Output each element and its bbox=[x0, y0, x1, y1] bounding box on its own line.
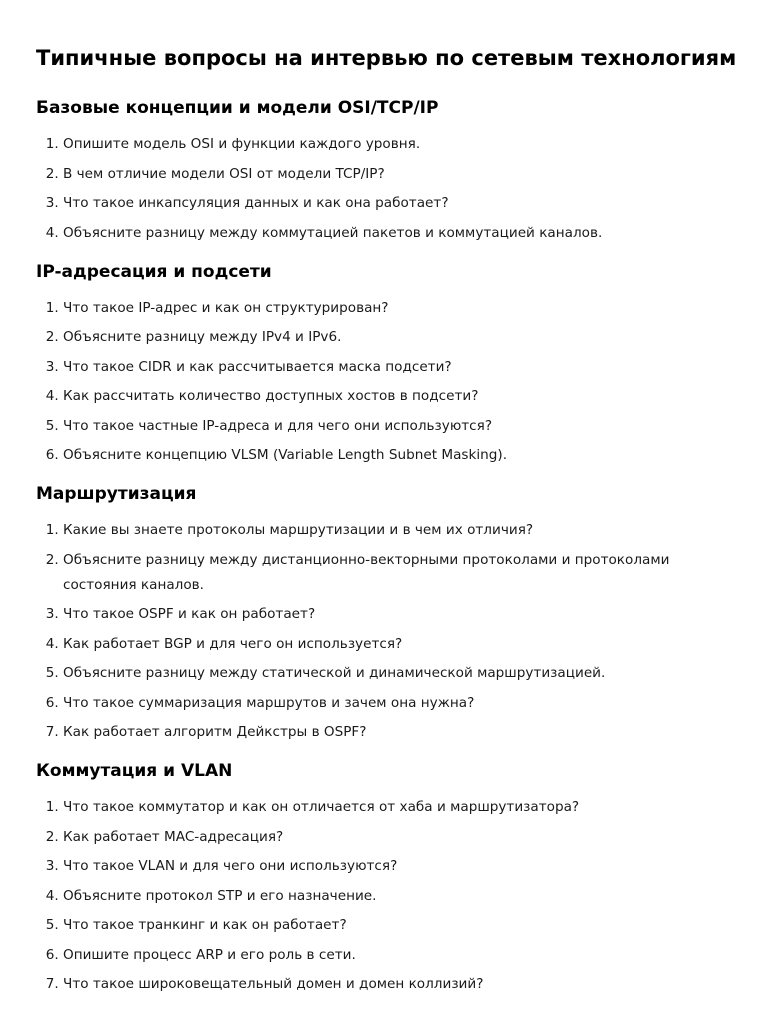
list-item: 4. Объясните протокол STP и его назначение. bbox=[63, 884, 738, 909]
section-heading: Маршрутизация bbox=[36, 484, 197, 504]
list-item: 2. Как работает MAC-адресация? bbox=[63, 825, 738, 850]
question-list bbox=[36, 132, 738, 246]
question-list bbox=[36, 795, 738, 997]
section-heading: Базовые концепции и модели OSI/TCP/IP bbox=[36, 98, 439, 118]
list-item: 1. Опишите модель OSI и функции каждого уровня. bbox=[63, 132, 738, 157]
section-heading: Коммутация и VLAN bbox=[36, 761, 233, 781]
list-item: 3. Что такое инкапсуляция данных и как она работает? bbox=[63, 191, 738, 216]
list-item: 4. Как рассчитать количество доступных хостов в подсети? bbox=[63, 384, 738, 409]
list-item: 4. Объясните разницу между коммутацией пакетов и коммутацией каналов. bbox=[63, 221, 738, 246]
list-item: 4. Как работает BGP и для чего он используется? bbox=[63, 632, 738, 657]
page-title: Типичные вопросы на интервью по сетевым технологиям bbox=[36, 46, 737, 70]
list-item: 2. В чем отличие модели OSI от модели TCP/IP? bbox=[63, 162, 738, 187]
list-item: 1. Какие вы знаете протоколы маршрутизации и в чем их отличия? bbox=[63, 518, 738, 543]
section-osi-tcpip bbox=[36, 96, 738, 246]
list-item: 3. Что такое VLAN и для чего они используются? bbox=[63, 854, 738, 879]
list-item: 6. Что такое суммаризация маршрутов и зачем она нужна? bbox=[63, 691, 738, 716]
list-item: 3. Что такое OSPF и как он работает? bbox=[63, 602, 738, 627]
section-switching-vlan bbox=[36, 759, 738, 997]
list-item: 3. Что такое CIDR и как рассчитывается маска подсети? bbox=[63, 355, 738, 380]
list-item: 1. Что такое IP-адрес и как он структурирован? bbox=[63, 296, 738, 321]
section-routing bbox=[36, 482, 738, 745]
list-item: 6. Объясните концепцию VLSM (Variable Length Subnet Masking). bbox=[63, 443, 738, 468]
question-list bbox=[36, 518, 738, 745]
question-list bbox=[36, 296, 738, 469]
list-item: 5. Объясните разницу между статической и динамической маршрутизацией. bbox=[63, 661, 738, 686]
list-item: 2. Объясните разницу между IPv4 и IPv6. bbox=[63, 325, 738, 350]
list-item: 7. Что такое широковещательный домен и домен коллизий? bbox=[63, 972, 738, 997]
list-item: 1. Что такое коммутатор и как он отличается от хаба и маршрутизатора? bbox=[63, 795, 738, 820]
list-item: 5. Что такое транкинг и как он работает? bbox=[63, 913, 738, 938]
list-item: 6. Опишите процесс ARP и его роль в сети. bbox=[63, 943, 738, 968]
list-item: 7. Как работает алгоритм Дейкстры в OSPF? bbox=[63, 720, 738, 745]
section-ip-addressing bbox=[36, 260, 738, 469]
section-heading: IP-адресация и подсети bbox=[36, 261, 272, 282]
list-item: 5. Что такое частные IP-адреса и для чего они используются? bbox=[63, 414, 738, 439]
list-item: 2. Объясните разницу между дистанционно-векторными протоколами и протоколами состояния каналов. bbox=[63, 548, 738, 598]
